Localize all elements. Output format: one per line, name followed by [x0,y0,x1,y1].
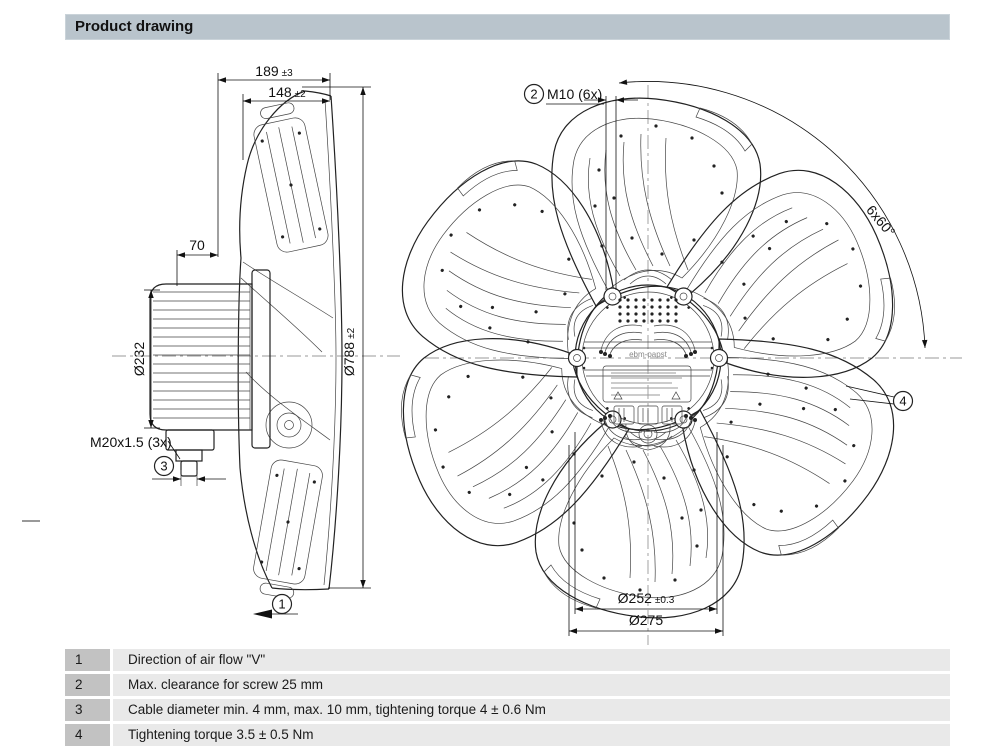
svg-text:70: 70 [189,237,205,253]
callout-2 [525,85,544,104]
dim-motor-length [177,237,218,286]
svg-text:3: 3 [160,458,168,474]
legend-row-text: Direction of air flow "V" [113,649,950,671]
warning-triangle-icon [672,392,680,399]
svg-text:Ø252±0.3: Ø252 ±0.3 [617,590,675,606]
legend-row-text: Tightening torque 3.5 ± 0.5 Nm [113,724,950,746]
svg-text:Ø788±2: Ø788±2 [341,327,357,377]
svg-text:6x60°: 6x60° [863,201,899,240]
svg-text:Ø232: Ø232 [131,341,147,377]
legend-row [65,649,950,671]
svg-text:Ø275: Ø275 [628,612,664,628]
side-view-fan-silhouette [238,91,342,600]
legend-row-number: 3 [65,699,110,721]
legend-row-number: 4 [65,724,110,746]
front-view [367,81,962,645]
rating-plate [603,366,691,402]
side-view [22,63,400,619]
legend-row [65,699,950,721]
legend-row-number: 1 [65,649,110,671]
callout-1 [273,595,292,614]
svg-text:M20x1.5 (3x): M20x1.5 (3x) [90,434,172,450]
legend-table [65,649,950,749]
svg-text:189±3: 189 ±3 [255,63,293,79]
svg-text:4: 4 [899,393,907,409]
dim-motor-diameter [131,290,160,428]
dim-depth-inner [243,84,330,160]
cable-gland-label [90,434,180,459]
dim-hub-diameter [569,445,723,636]
section-title-text: Product drawing [75,18,194,35]
side-view-motor [150,270,270,486]
hub-brand-text: ebm-papst [629,350,667,359]
legend-row-text: Max. clearance for screw 25 mm [113,674,950,696]
legend-row-text: Cable diameter min. 4 mm, max. 10 mm, tightening torque 4 ± 0.6 Nm [113,699,950,721]
dim-bolt-circle [575,432,717,614]
callout-4 [846,386,913,411]
legend-row [65,724,950,746]
hole-pattern-dimension [619,81,925,348]
legend-row-number: 2 [65,674,110,696]
svg-text:2: 2 [530,86,538,102]
svg-text:148±2: 148 ±2 [268,84,306,100]
legend-row [65,674,950,696]
svg-text:M10 (6x): M10 (6x) [547,86,603,102]
airflow-arrow [253,610,272,619]
svg-text:1: 1 [278,596,286,612]
